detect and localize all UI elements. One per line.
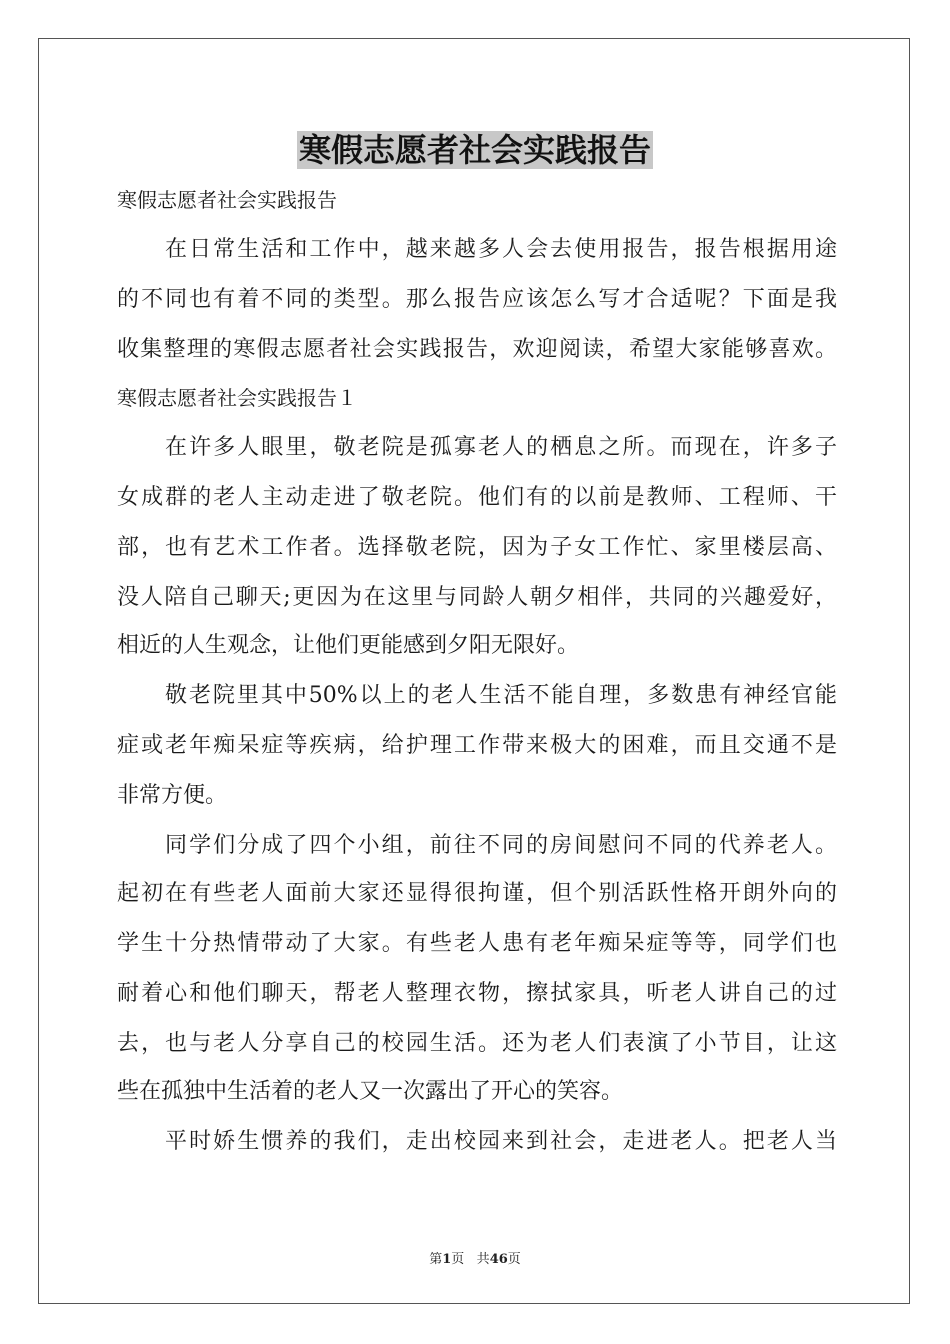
subtitle-line: 寒假志愿者社会实践报告: [117, 188, 337, 212]
paragraph-line: 些在孤独中生活着的老人又一次露出了开心的笑容。: [117, 1079, 624, 1104]
paragraph-line: 的不同也有着不同的类型。那么报告应该怎么写才合适呢？下面是我: [117, 287, 837, 312]
footer-page-suffix: 页: [451, 1252, 465, 1267]
footer-total-prefix: 共: [476, 1252, 490, 1267]
paragraph-line: 耐着心和他们聊天，帮老人整理衣物，擦拭家具，听老人讲自己的过: [117, 981, 837, 1006]
paragraph-line: 起初在有些老人面前大家还显得很拘谨，但个别活跃性格开朗外向的: [117, 881, 837, 906]
paragraph-line: 在日常生活和工作中，越来越多人会去使用报告，报告根据用途: [165, 237, 837, 262]
paragraph-line: 没人陪自己聊天;更因为在这里与同龄人朝夕相伴，共同的兴趣爱好，: [117, 585, 837, 610]
footer-page-prefix: 第: [429, 1252, 443, 1267]
paragraph-line: 症或老年痴呆症等疾病，给护理工作带来极大的困难，而且交通不是: [117, 733, 837, 758]
paragraph-line: 同学们分成了四个小组，前往不同的房间慰问不同的代养老人。: [165, 833, 837, 858]
paragraph-line: 部，也有艺术工作者。选择敬老院，因为子女工作忙、家里楼层高、: [117, 535, 837, 560]
document-title: 寒假志愿者社会实践报告: [298, 131, 651, 169]
footer-total-number: 46: [489, 1252, 508, 1267]
page-footer: [0, 1248, 950, 1267]
paragraph-line: 去，也与老人分享自己的校园生活。还为老人们表演了小节目，让这: [117, 1031, 837, 1056]
paragraph-line: 平时娇生惯养的我们，走出校园来到社会，走进老人。把老人当: [165, 1129, 837, 1154]
paragraph-line: 相近的人生观念，让他们更能感到夕阳无限好。: [117, 633, 580, 658]
section-heading: 寒假志愿者社会实践报告１: [117, 386, 357, 410]
paragraph-line: 学生十分热情带动了大家。有些老人患有老年痴呆症等等，同学们也: [117, 931, 837, 956]
footer-total-suffix: 页: [507, 1252, 521, 1267]
paragraph-line: 在许多人眼里，敬老院是孤寡老人的栖息之所。而现在，许多子: [165, 435, 837, 460]
paragraph-line: 女成群的老人主动走进了敬老院。他们有的以前是教师、工程师、干: [117, 485, 837, 510]
paragraph-line: 非常方便。: [117, 783, 228, 808]
paragraph-line: 收集整理的寒假志愿者社会实践报告，欢迎阅读，希望大家能够喜欢。: [117, 337, 837, 362]
footer-page-number: 1: [442, 1252, 452, 1267]
paragraph-line: 敬老院里其中50%以上的老人生活不能自理，多数患有神经官能: [165, 683, 837, 708]
